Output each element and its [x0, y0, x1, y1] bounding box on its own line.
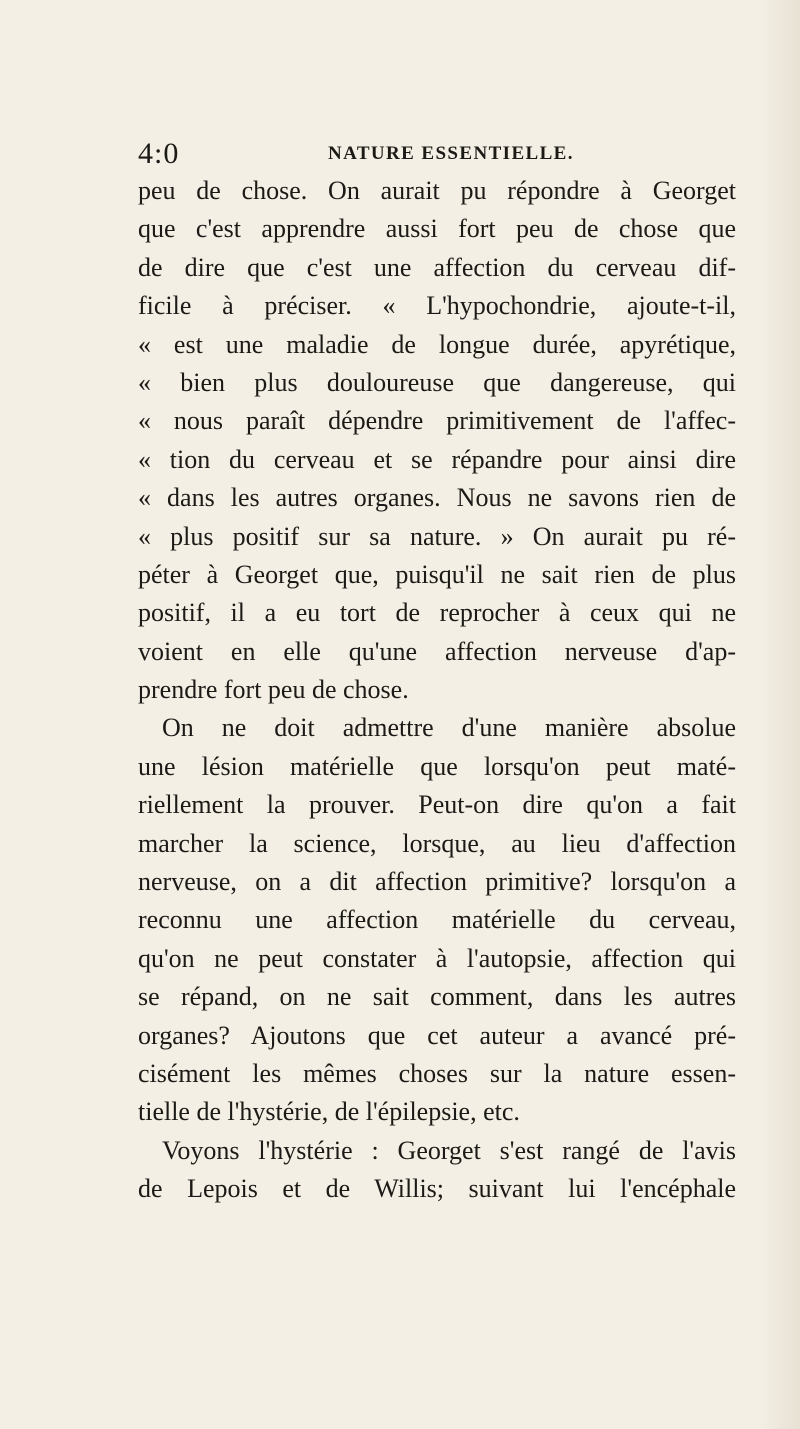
text-line: « dans les autres organes. Nous ne savons rien de — [138, 483, 736, 513]
body-text — [138, 172, 736, 1209]
running-head — [138, 134, 738, 174]
page-number: 4:0 — [138, 137, 180, 170]
running-title: NATURE ESSENTIELLE. — [328, 143, 574, 164]
text-line: On ne doit admettre d'une manière absolue — [162, 713, 736, 743]
text-line: « est une maladie de longue durée, apyrétique, — [138, 329, 736, 359]
text-line: peu de chose. On aurait pu répondre à Georget — [138, 176, 736, 205]
text-line: « plus positif sur sa nature. » On aurait pu ré- — [138, 521, 736, 551]
text-line: se répand, on ne sait comment, dans les autres — [138, 982, 736, 1012]
text-line: qu'on ne peut constater à l'autopsie, affection qui — [138, 943, 736, 973]
text-line: que c'est apprendre aussi fort peu de chose que — [138, 214, 736, 244]
text-line: cisément les mêmes choses sur la nature essen- — [138, 1058, 736, 1088]
text-line: reconnu une affection matérielle du cerveau, — [138, 905, 736, 935]
text-line: riellement la prouver. Peut-on dire qu'on a fait — [138, 790, 736, 820]
text-line: organes? Ajoutons que cet auteur a avancé pré- — [138, 1020, 736, 1050]
text-line: tielle de l'hystérie, de l'épilepsie, etc. — [138, 1097, 520, 1127]
text-line: voient en elle qu'une affection nerveuse d'ap- — [138, 636, 736, 666]
text-line: « tion du cerveau et se répandre pour ainsi dire — [138, 444, 736, 474]
text-line: « bien plus douloureuse que dangereuse, qui — [138, 367, 736, 397]
text-line: ficile à préciser. « L'hypochondrie, ajoute-t-il, — [138, 291, 736, 321]
text-line: de dire que c'est une affection du cerveau dif- — [138, 252, 736, 282]
text-line: Voyons l'hystérie : Georget s'est rangé de l'avis — [162, 1135, 736, 1165]
text-line: « nous paraît dépendre primitivement de l'affec- — [138, 406, 736, 436]
text-line: une lésion matérielle que lorsqu'on peut maté- — [138, 751, 736, 781]
text-line: positif, il a eu tort de reprocher à ceux qui ne — [138, 598, 736, 628]
text-line: péter à Georget que, puisqu'il ne sait rien de plus — [138, 559, 736, 589]
text-line: nerveuse, on a dit affection primitive? lorsqu'on a — [138, 867, 736, 897]
text-line: prendre fort peu de chose. — [138, 675, 409, 705]
text-line: de Lepois et de Willis; suivant lui l'encéphale — [138, 1174, 736, 1204]
text-line: marcher la science, lorsque, au lieu d'affection — [138, 828, 736, 858]
